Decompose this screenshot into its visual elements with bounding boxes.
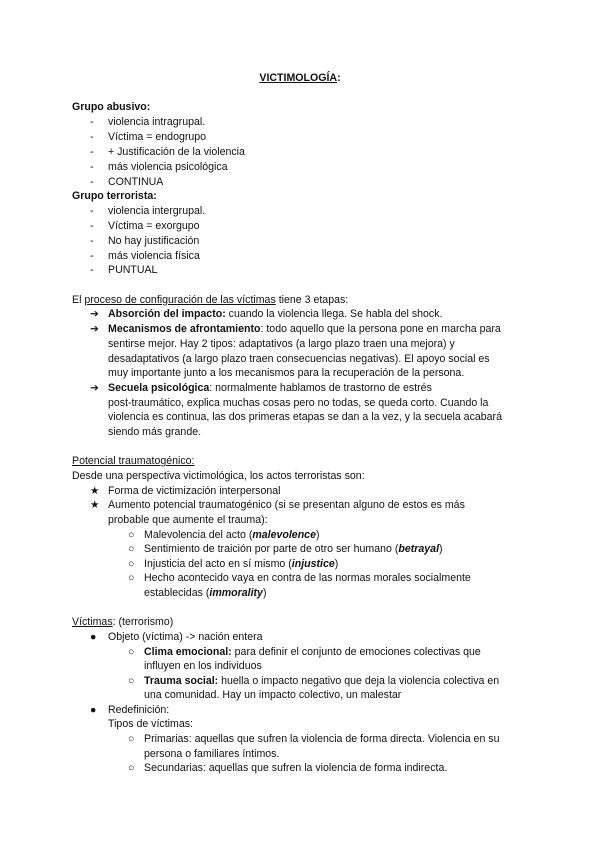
group-abusive-heading: Grupo abusivo:: [72, 101, 151, 113]
sub-item: Injusticia del acto en sí mismo (injustice): [144, 558, 339, 570]
star-icon: ★: [90, 485, 100, 497]
victims-heading: Víctimas: (terrorismo): [72, 616, 174, 628]
sub-item: Sentimiento de traición por parte de otro ser humano (betrayal): [144, 543, 443, 555]
secondary-item: Secundarias: aquellas que sufren la violencia de forma indirecta.: [144, 762, 448, 774]
list-item: más violencia física: [108, 250, 200, 262]
list-item: Víctima = exorgupo: [108, 220, 200, 232]
process-link: proceso de configuración de las víctimas: [84, 294, 276, 306]
stage-secuela: Secuela psicológica: normalmente hablamos de trastorno de estrés: [108, 382, 432, 394]
sub-item: Malevolencia del acto (malevolence): [144, 529, 320, 541]
circle-bullet-icon: ○: [128, 529, 135, 541]
star-item: Forma de victimización interpersonal: [108, 485, 281, 497]
circle-bullet-icon: ○: [128, 572, 135, 584]
trauma-item: Trauma social: huella o impacto negativo que deja la violencia colectiva en: [144, 675, 500, 687]
list-item: violencia intergrupal.: [108, 205, 206, 217]
stage-text-line: siendo más grande.: [108, 426, 202, 438]
arrow-icon: ➔: [90, 382, 99, 394]
bullet-icon: ●: [90, 631, 97, 643]
object-item: Objeto (víctima) -> nación entera: [108, 631, 263, 643]
redefinition-item: Redefinición:: [108, 704, 170, 716]
dash-marker: -: [90, 161, 94, 173]
stage-text-line: post-traumático, explica muchas cosas pero no todas, se queda corto. Cuando la: [108, 397, 489, 409]
stage-text-line: muy importante junto a los mecanismos para la recuperación de la persona.: [108, 367, 465, 379]
list-item: CONTINUA: [108, 176, 164, 188]
sub-item-cont: establecidas (immorality): [144, 587, 267, 599]
stage-text-line: sentirse mejor. Hay 2 tipos: adaptativos (a largo plazo traen una mejora) y: [108, 338, 455, 350]
list-item: PUNTUAL: [108, 264, 158, 276]
process-intro: El proceso de configuración de las víctimas tiene 3 etapas:: [72, 294, 349, 306]
list-item: violencia intragrupal.: [108, 116, 206, 128]
list-item: Víctima = endogrupo: [108, 131, 207, 143]
circle-bullet-icon: ○: [128, 646, 135, 658]
document-title: VICTIMOLOGÍA:: [259, 72, 341, 84]
dash-marker: -: [90, 205, 94, 217]
circle-bullet-icon: ○: [128, 762, 135, 774]
circle-bullet-icon: ○: [128, 558, 135, 570]
dash-marker: -: [90, 235, 94, 247]
circle-bullet-icon: ○: [128, 675, 135, 687]
trauma-item-cont: una comunidad. Hay un impacto colectivo, un malestar: [144, 689, 402, 701]
dash-marker: -: [90, 250, 94, 262]
types-label: Tipos de víctimas:: [108, 718, 193, 730]
stage-absorcion: Absorción del impacto: cuando la violencia llega. Se habla del shock.: [108, 308, 443, 320]
primary-item-cont: persona o familiares íntimos.: [144, 748, 280, 760]
potential-intro: Desde una perspectiva victimológica, los actos terroristas son:: [72, 470, 365, 482]
dash-marker: -: [90, 146, 94, 158]
bullet-icon: ●: [90, 704, 97, 716]
stage-text-line: desadaptativos (a largo plazo traen consecuencias negativas). El apoyo social es: [108, 353, 490, 365]
climate-item: Clima emocional: para definir el conjunto de emociones colectivas que: [144, 646, 481, 658]
circle-bullet-icon: ○: [128, 733, 135, 745]
stage-mecanismos: Mecanismos de afrontamiento: todo aquello que la persona pone en marcha para: [108, 323, 501, 335]
star-item-cont: probable que aumente el trauma):: [108, 514, 268, 526]
arrow-icon: ➔: [90, 323, 99, 335]
list-item: más violencia psicológica: [108, 161, 228, 173]
dash-marker: -: [90, 264, 94, 276]
sub-item: Hecho acontecido vaya en contra de las normas morales socialmente: [144, 572, 471, 584]
star-item: Aumento potencial traumatogénico (si se presentan alguno de estos es más: [108, 499, 465, 511]
list-item: + Justificación de la violencia: [108, 146, 245, 158]
potential-heading: Potencial traumatogénico:: [72, 455, 195, 467]
climate-item-cont: influyen en los individuos: [144, 660, 262, 672]
dash-marker: -: [90, 116, 94, 128]
dash-marker: -: [90, 220, 94, 232]
stage-text-line: violencia es continua, las dos primeras etapas se dan a la vez, y la secuela acabará: [108, 411, 502, 423]
group-terrorist-heading: Grupo terrorista:: [72, 190, 157, 202]
arrow-icon: ➔: [90, 308, 99, 320]
primary-item: Primarias: aquellas que sufren la violencia de forma directa. Violencia en su: [144, 733, 500, 745]
list-item: No hay justificación: [108, 235, 200, 247]
star-icon: ★: [90, 499, 100, 511]
circle-bullet-icon: ○: [128, 543, 135, 555]
dash-marker: -: [90, 131, 94, 143]
dash-marker: -: [90, 176, 94, 188]
